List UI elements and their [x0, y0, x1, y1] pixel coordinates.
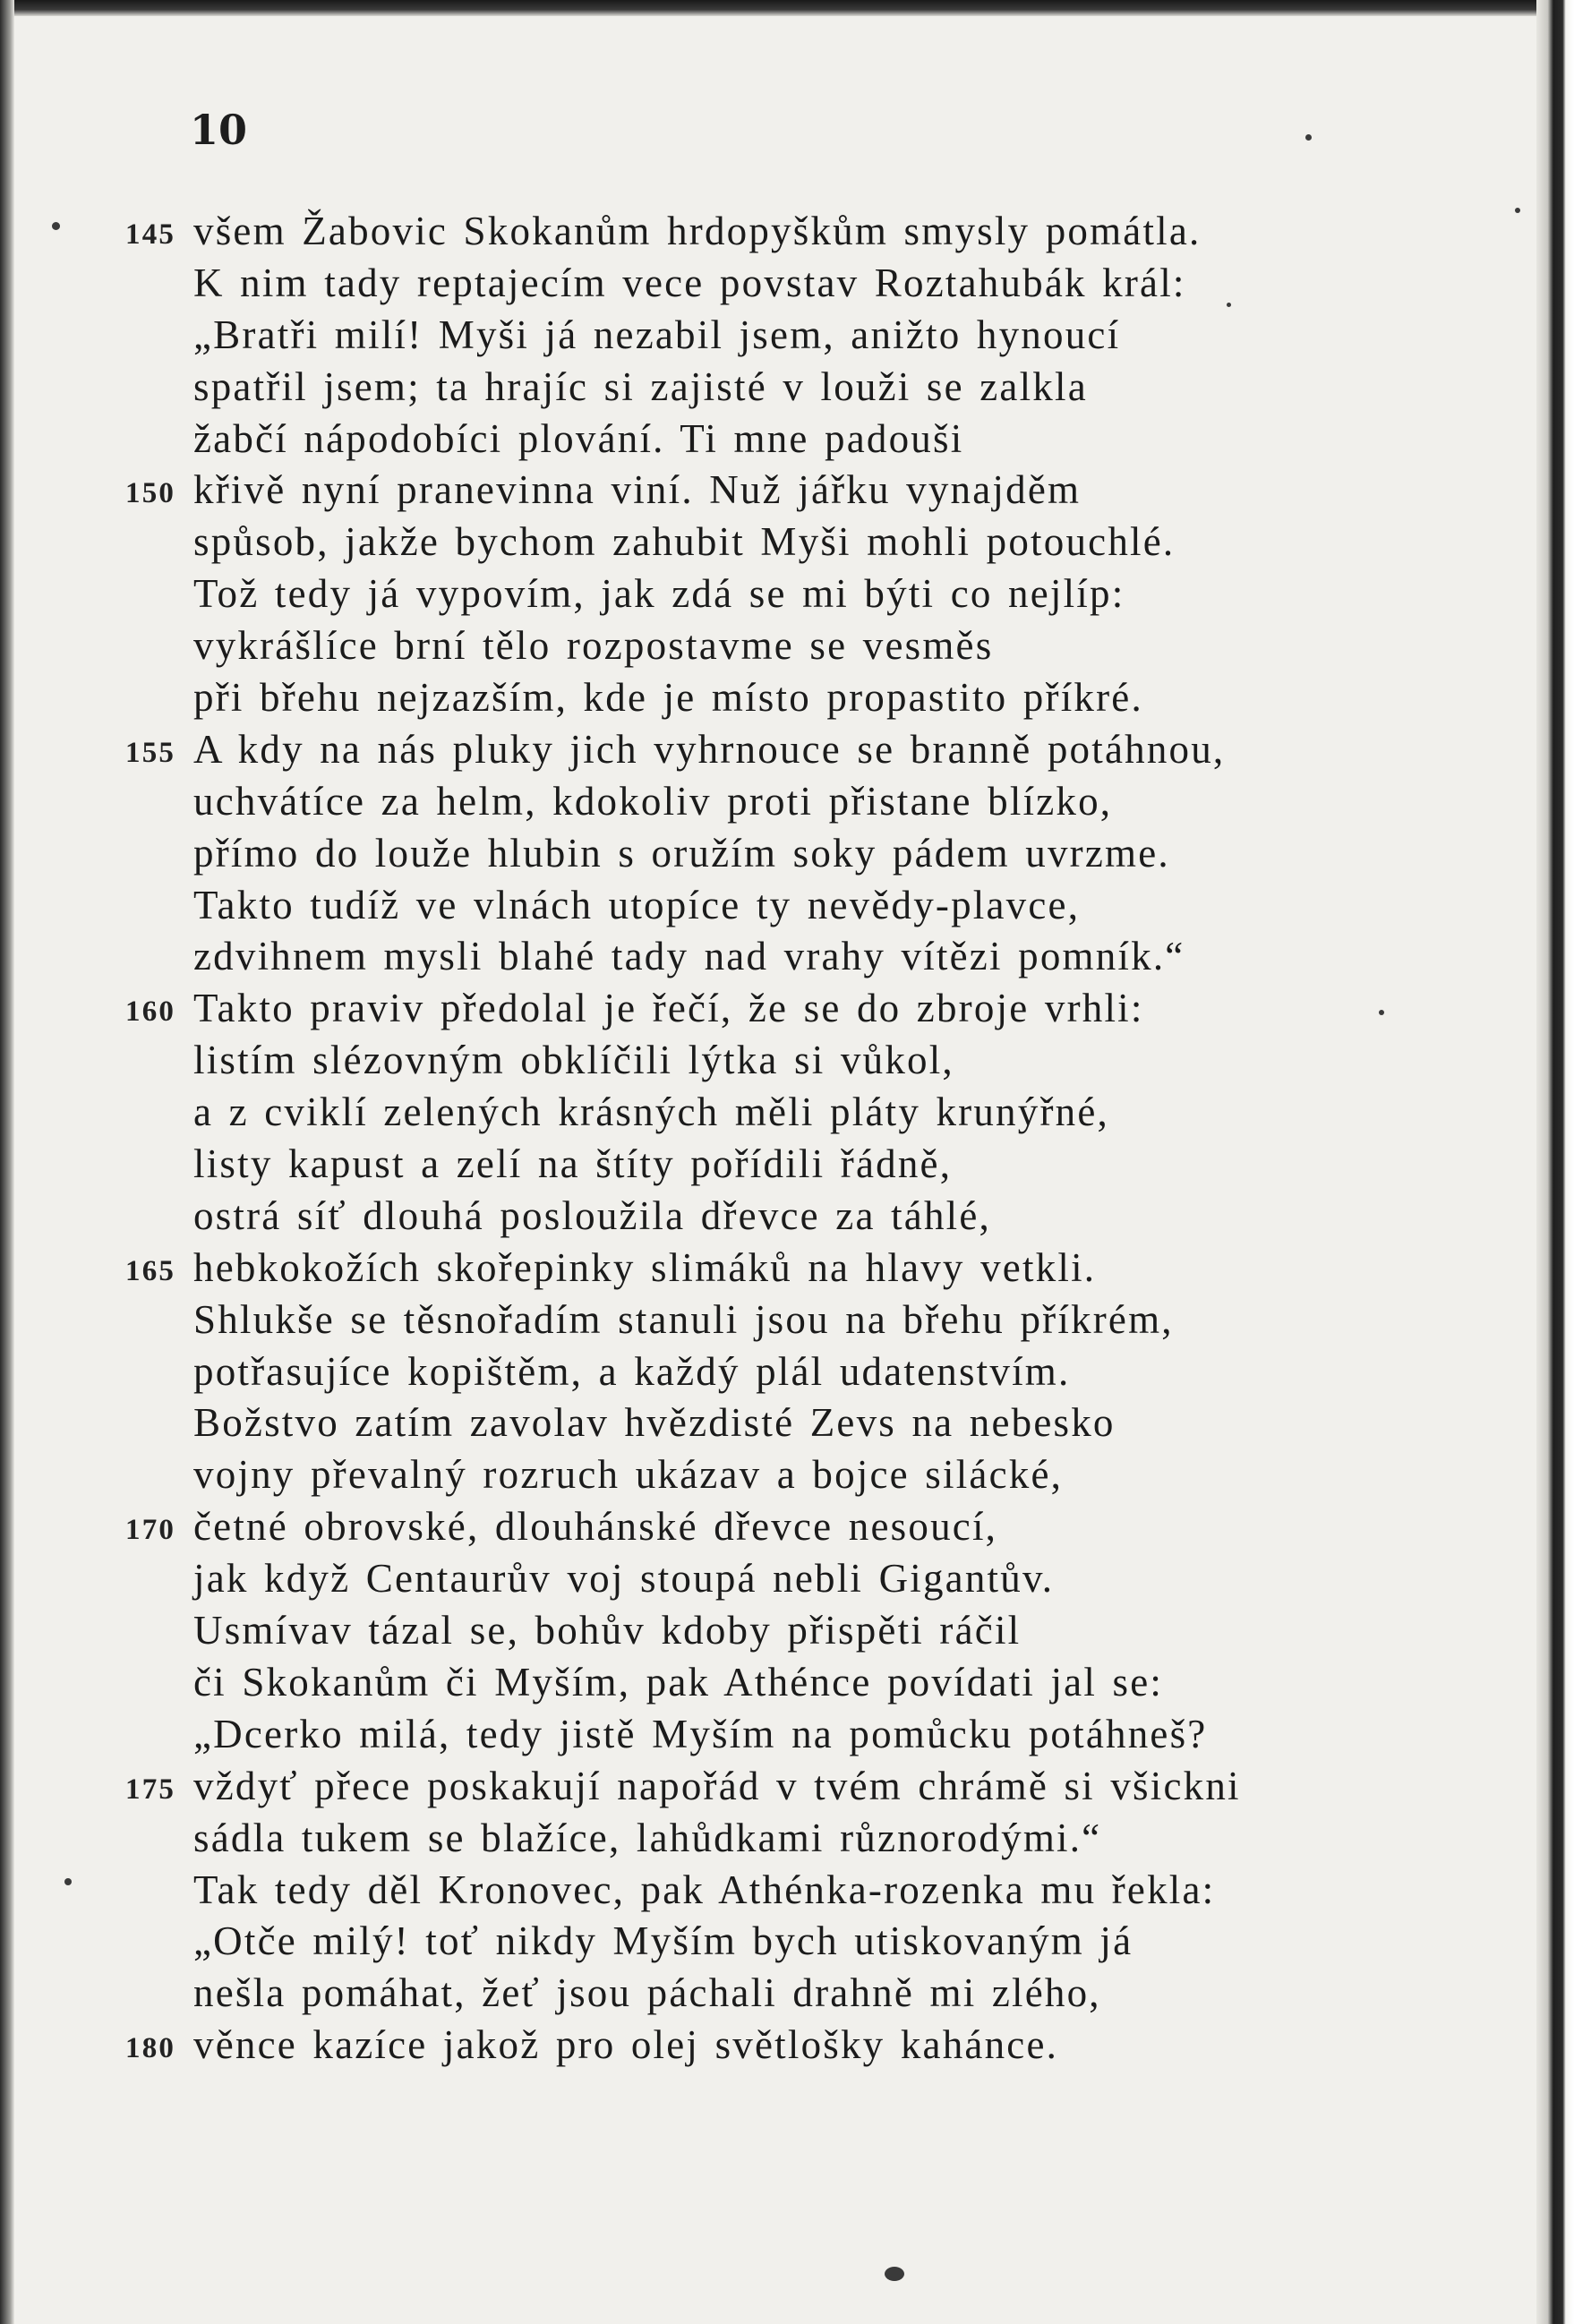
verse-line	[125, 933, 1379, 985]
ink-speck	[1379, 1010, 1384, 1015]
verse-text: přímo do louže hlubin s oružím soky pádem uvrzme.	[193, 830, 1170, 876]
verse-number: 145	[125, 218, 176, 251]
verse-line	[125, 1348, 1379, 1400]
verse-text: listy kapust a zelí na štíty pořídili řádně,	[193, 1141, 953, 1187]
verse-number: 180	[125, 2032, 176, 2065]
verse-line	[125, 1763, 1379, 1815]
verse-text: jak když Centaurův voj stoupá nebli Gigantův.	[193, 1556, 1055, 1602]
verse-text: Tak tedy děl Kronovec, pak Athénka-rozenka mu řekla:	[193, 1867, 1216, 1912]
verse-number: 170	[125, 1514, 176, 1547]
verse-text: všem Žabovic Skokanům hrdopyškům smysly pomátla.	[193, 209, 1202, 253]
verse-line	[125, 1969, 1379, 2021]
scan-edge-left	[0, 0, 14, 2324]
verse-line	[125, 1607, 1379, 1659]
verse-line	[125, 518, 1379, 570]
verse-line	[125, 622, 1379, 674]
verse-number: 175	[125, 1773, 176, 1806]
verse-line	[125, 466, 1379, 518]
verse-number: 150	[125, 477, 176, 510]
verse-text: listím slézovným obklíčili lýtka si vůkol,	[193, 1038, 954, 1083]
verse-list	[125, 208, 1379, 2073]
verse-line	[125, 1089, 1379, 1141]
ink-speck	[1515, 208, 1520, 213]
verse-line	[125, 363, 1379, 415]
verse-number: 155	[125, 736, 176, 769]
verse-line	[125, 260, 1379, 312]
verse-text: Tož tedy já vypovím, jak zdá se mi býti co nejlíp:	[193, 571, 1125, 617]
verse-text: ostrá síť dlouhá posloužila dřevce za táhlé,	[193, 1192, 992, 1238]
verse-text: zdvihnem mysli blahé tady nad vrahy vítězi pomník.“	[193, 934, 1185, 979]
verse-text: či Skokanům či Myším, pak Athénce povídati jal se:	[193, 1659, 1164, 1705]
verse-text: „Dcerko milá, tedy jistě Myším na pomůcku potáhneš?	[193, 1711, 1208, 1756]
verse-text: „Otče milý! toť nikdy Myším bych utiskovaným já	[193, 1918, 1133, 1964]
verse-text: K nim tady reptajecím vece povstav Roztahubák král:	[193, 260, 1186, 305]
verse-line	[125, 1296, 1379, 1348]
verse-text: a z cviklí zelených krásných měli pláty krunýřné,	[193, 1089, 1109, 1135]
verse-line	[125, 1867, 1379, 1918]
verse-text: potřasujíce kopištěm, a každý plál udatenstvím.	[193, 1348, 1071, 1394]
verse-text: Takto tudíž ve vlnách utopíce ty nevědy-plavce,	[193, 882, 1081, 927]
scan-edge-top	[0, 0, 1574, 16]
verse-number: 165	[125, 1254, 176, 1287]
verse-line	[125, 1399, 1379, 1451]
verse-line	[125, 1555, 1379, 1607]
verse-line	[125, 1711, 1379, 1763]
ink-speck	[885, 2267, 904, 2281]
ink-speck	[52, 222, 60, 230]
verse-text: hebkokožích skořepinky slimáků na hlavy vetkli.	[193, 1244, 1097, 1290]
verse-line	[125, 1244, 1379, 1296]
verse-line	[125, 882, 1379, 934]
verse-text: spatřil jsem; ta hrajíc si zajisté v louži se zalkla	[193, 363, 1088, 409]
verse-text: při břehu nejzazším, kde je místo propastito příkré.	[193, 675, 1143, 721]
verse-line	[125, 674, 1379, 726]
verse-line	[125, 312, 1379, 363]
scan-edge-right	[1536, 0, 1574, 2324]
verse-line	[125, 1503, 1379, 1555]
verse-line	[125, 726, 1379, 778]
verse-text: uchvátíce za helm, kdokoliv proti přistane blízko,	[193, 778, 1113, 824]
verse-line	[125, 1141, 1379, 1192]
verse-line	[125, 778, 1379, 830]
verse-line	[125, 570, 1379, 622]
verse-line	[125, 208, 1379, 260]
verse-text: spůsob, jakže bychom zahubit Myši mohli potouchlé.	[193, 519, 1176, 565]
verse-number: 160	[125, 995, 176, 1029]
verse-text: sádla tukem se blažíce, lahůdkami různorodými.“	[193, 1815, 1102, 1860]
verse-line	[125, 1192, 1379, 1244]
verse-text: Usmívav tázal se, bohův kdoby přispěti ráčil	[193, 1608, 1022, 1653]
verse-line	[125, 1815, 1379, 1867]
verse-line	[125, 2021, 1379, 2073]
verse-text: nešla pomáhat, žeť jsou páchali drahně mi zlého,	[193, 1970, 1101, 2016]
verse-line	[125, 830, 1379, 882]
ink-speck	[1305, 134, 1312, 141]
ink-speck	[64, 1878, 72, 1885]
verse-text: četné obrovské, dlouhánské dřevce nesoucí,	[193, 1504, 998, 1550]
verse-line	[125, 1037, 1379, 1089]
verse-line	[125, 985, 1379, 1037]
page-number: 10	[190, 106, 248, 154]
verse-text: vojny převalný rozruch ukázav a bojce silácké,	[193, 1452, 1064, 1498]
verse-text: křivě nyní pranevinna viní. Nuž jářku vynajděm	[193, 467, 1082, 513]
verse-text: vykrášlíce brní tělo rozpostavme se vesměs	[193, 623, 994, 669]
verse-text: žabčí nápodobíci plování. Ti mne padouši	[193, 415, 964, 461]
verse-text: Božstvo zatím zavolav hvězdisté Zevs na nebesko	[193, 1400, 1116, 1446]
ink-speck	[1227, 303, 1231, 307]
verse-text: vždyť přece poskakují napořád v tvém chrámě si všickni	[193, 1763, 1241, 1808]
verse-line	[125, 1451, 1379, 1503]
verse-text: A kdy na nás pluky jich vyhrnouce se branně potáhnou,	[193, 726, 1226, 772]
verse-line	[125, 1659, 1379, 1711]
verse-text: Shlukše se těsnořadím stanuli jsou na břehu příkrém,	[193, 1296, 1174, 1342]
verse-text: věnce kazíce jakož pro olej světlošky kahánce.	[193, 2022, 1059, 2068]
verse-text: Takto praviv předolal je řečí, že se do zbroje vrhli:	[193, 986, 1144, 1031]
verse-line	[125, 1918, 1379, 1969]
verse-line	[125, 415, 1379, 467]
verse-text: „Bratři milí! Myši já nezabil jsem, anižto hynoucí	[193, 312, 1121, 357]
